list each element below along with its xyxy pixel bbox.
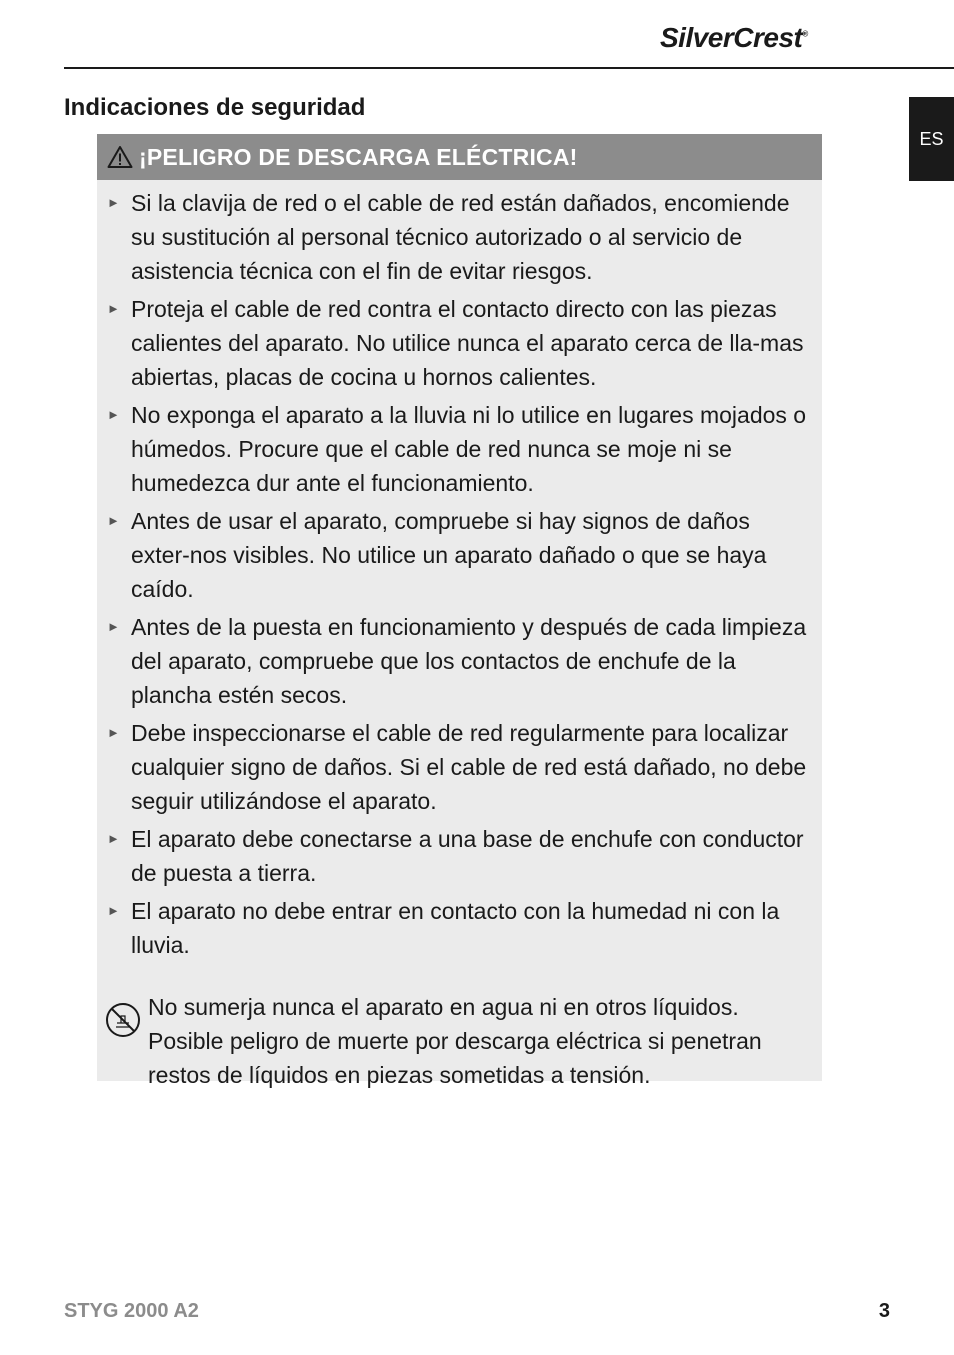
bullet-arrow-icon: ► bbox=[107, 513, 120, 528]
no-immersion-icon bbox=[105, 1002, 141, 1038]
bullet-arrow-icon: ► bbox=[107, 195, 120, 210]
brand-logo-text: SilverCrest bbox=[660, 22, 803, 53]
bullet-arrow-icon: ► bbox=[107, 903, 120, 918]
list-item bbox=[107, 186, 810, 288]
list-item bbox=[107, 822, 810, 890]
warning-title: ¡PELIGRO DE DESCARGA ELÉCTRICA! bbox=[139, 143, 578, 170]
section-title: Indicaciones de seguridad bbox=[64, 94, 366, 121]
list-item bbox=[107, 292, 810, 394]
warning-box bbox=[97, 134, 822, 1088]
immersion-notice bbox=[97, 966, 822, 1092]
bullet-arrow-icon: ► bbox=[107, 407, 120, 422]
brand-logo bbox=[660, 22, 890, 54]
list-item bbox=[107, 894, 810, 962]
language-tab bbox=[909, 97, 954, 181]
list-item-text: Debe inspeccionarse el cable de red regularmente para localizar cualquier signo de daños. Si el cable de red está dañado, no debe seguir utilizándose el aparato. bbox=[131, 720, 807, 814]
page-number: 3 bbox=[878, 1300, 890, 1322]
list-item bbox=[107, 610, 810, 712]
header-rule bbox=[64, 67, 954, 69]
warning-triangle-icon bbox=[107, 145, 133, 169]
warning-header bbox=[97, 134, 822, 180]
list-item-text: Si la clavija de red o el cable de red están dañados, encomiende su sustitución al personal técnico autorizado o al servicio de asistencia técnica con el fin de evitar riesgos. bbox=[131, 190, 790, 284]
notice-text: No sumerja nunca el aparato en agua ni en otros líquidos. Posible peligro de muerte por descarga eléctrica si penetran restos de líquidos en piezas sometidas a tensión. bbox=[148, 994, 762, 1088]
bullet-arrow-icon: ► bbox=[107, 831, 120, 846]
list-item bbox=[107, 504, 810, 606]
list-item-text: Antes de la puesta en funcionamiento y después de cada limpieza del aparato, compruebe que los contactos de enchufe de la plancha estén secos. bbox=[131, 614, 807, 708]
list-item-text: No exponga el aparato a la lluvia ni lo utilice en lugares mojados o húmedos. Procure que el cable de red nunca se moje ni se humedezca dur ante el funcionamiento. bbox=[131, 402, 807, 496]
list-item-text: Proteja el cable de red contra el contacto directo con las piezas calientes del aparato. No utilice nunca el aparato cerca de lla-mas abiertas, placas de cocina u hornos calientes. bbox=[131, 296, 804, 390]
bullet-arrow-icon: ► bbox=[107, 619, 120, 634]
list-item bbox=[107, 716, 810, 818]
bullet-arrow-icon: ► bbox=[107, 301, 120, 316]
list-item bbox=[107, 398, 810, 500]
language-tab-label: ES bbox=[919, 128, 944, 149]
footer-model: STYG 2000 A2 bbox=[64, 1300, 199, 1322]
list-item-text: El aparato debe conectarse a una base de enchufe con conductor de puesta a tierra. bbox=[131, 826, 804, 886]
registered-mark: ® bbox=[802, 29, 808, 39]
warning-list bbox=[97, 180, 822, 962]
bullet-arrow-icon: ► bbox=[107, 725, 120, 740]
list-item-text: El aparato no debe entrar en contacto con la humedad ni con la lluvia. bbox=[131, 898, 780, 958]
list-item-text: Antes de usar el aparato, compruebe si hay signos de daños exter-nos visibles. No utilice un aparato dañado o que se haya caído. bbox=[131, 508, 767, 602]
